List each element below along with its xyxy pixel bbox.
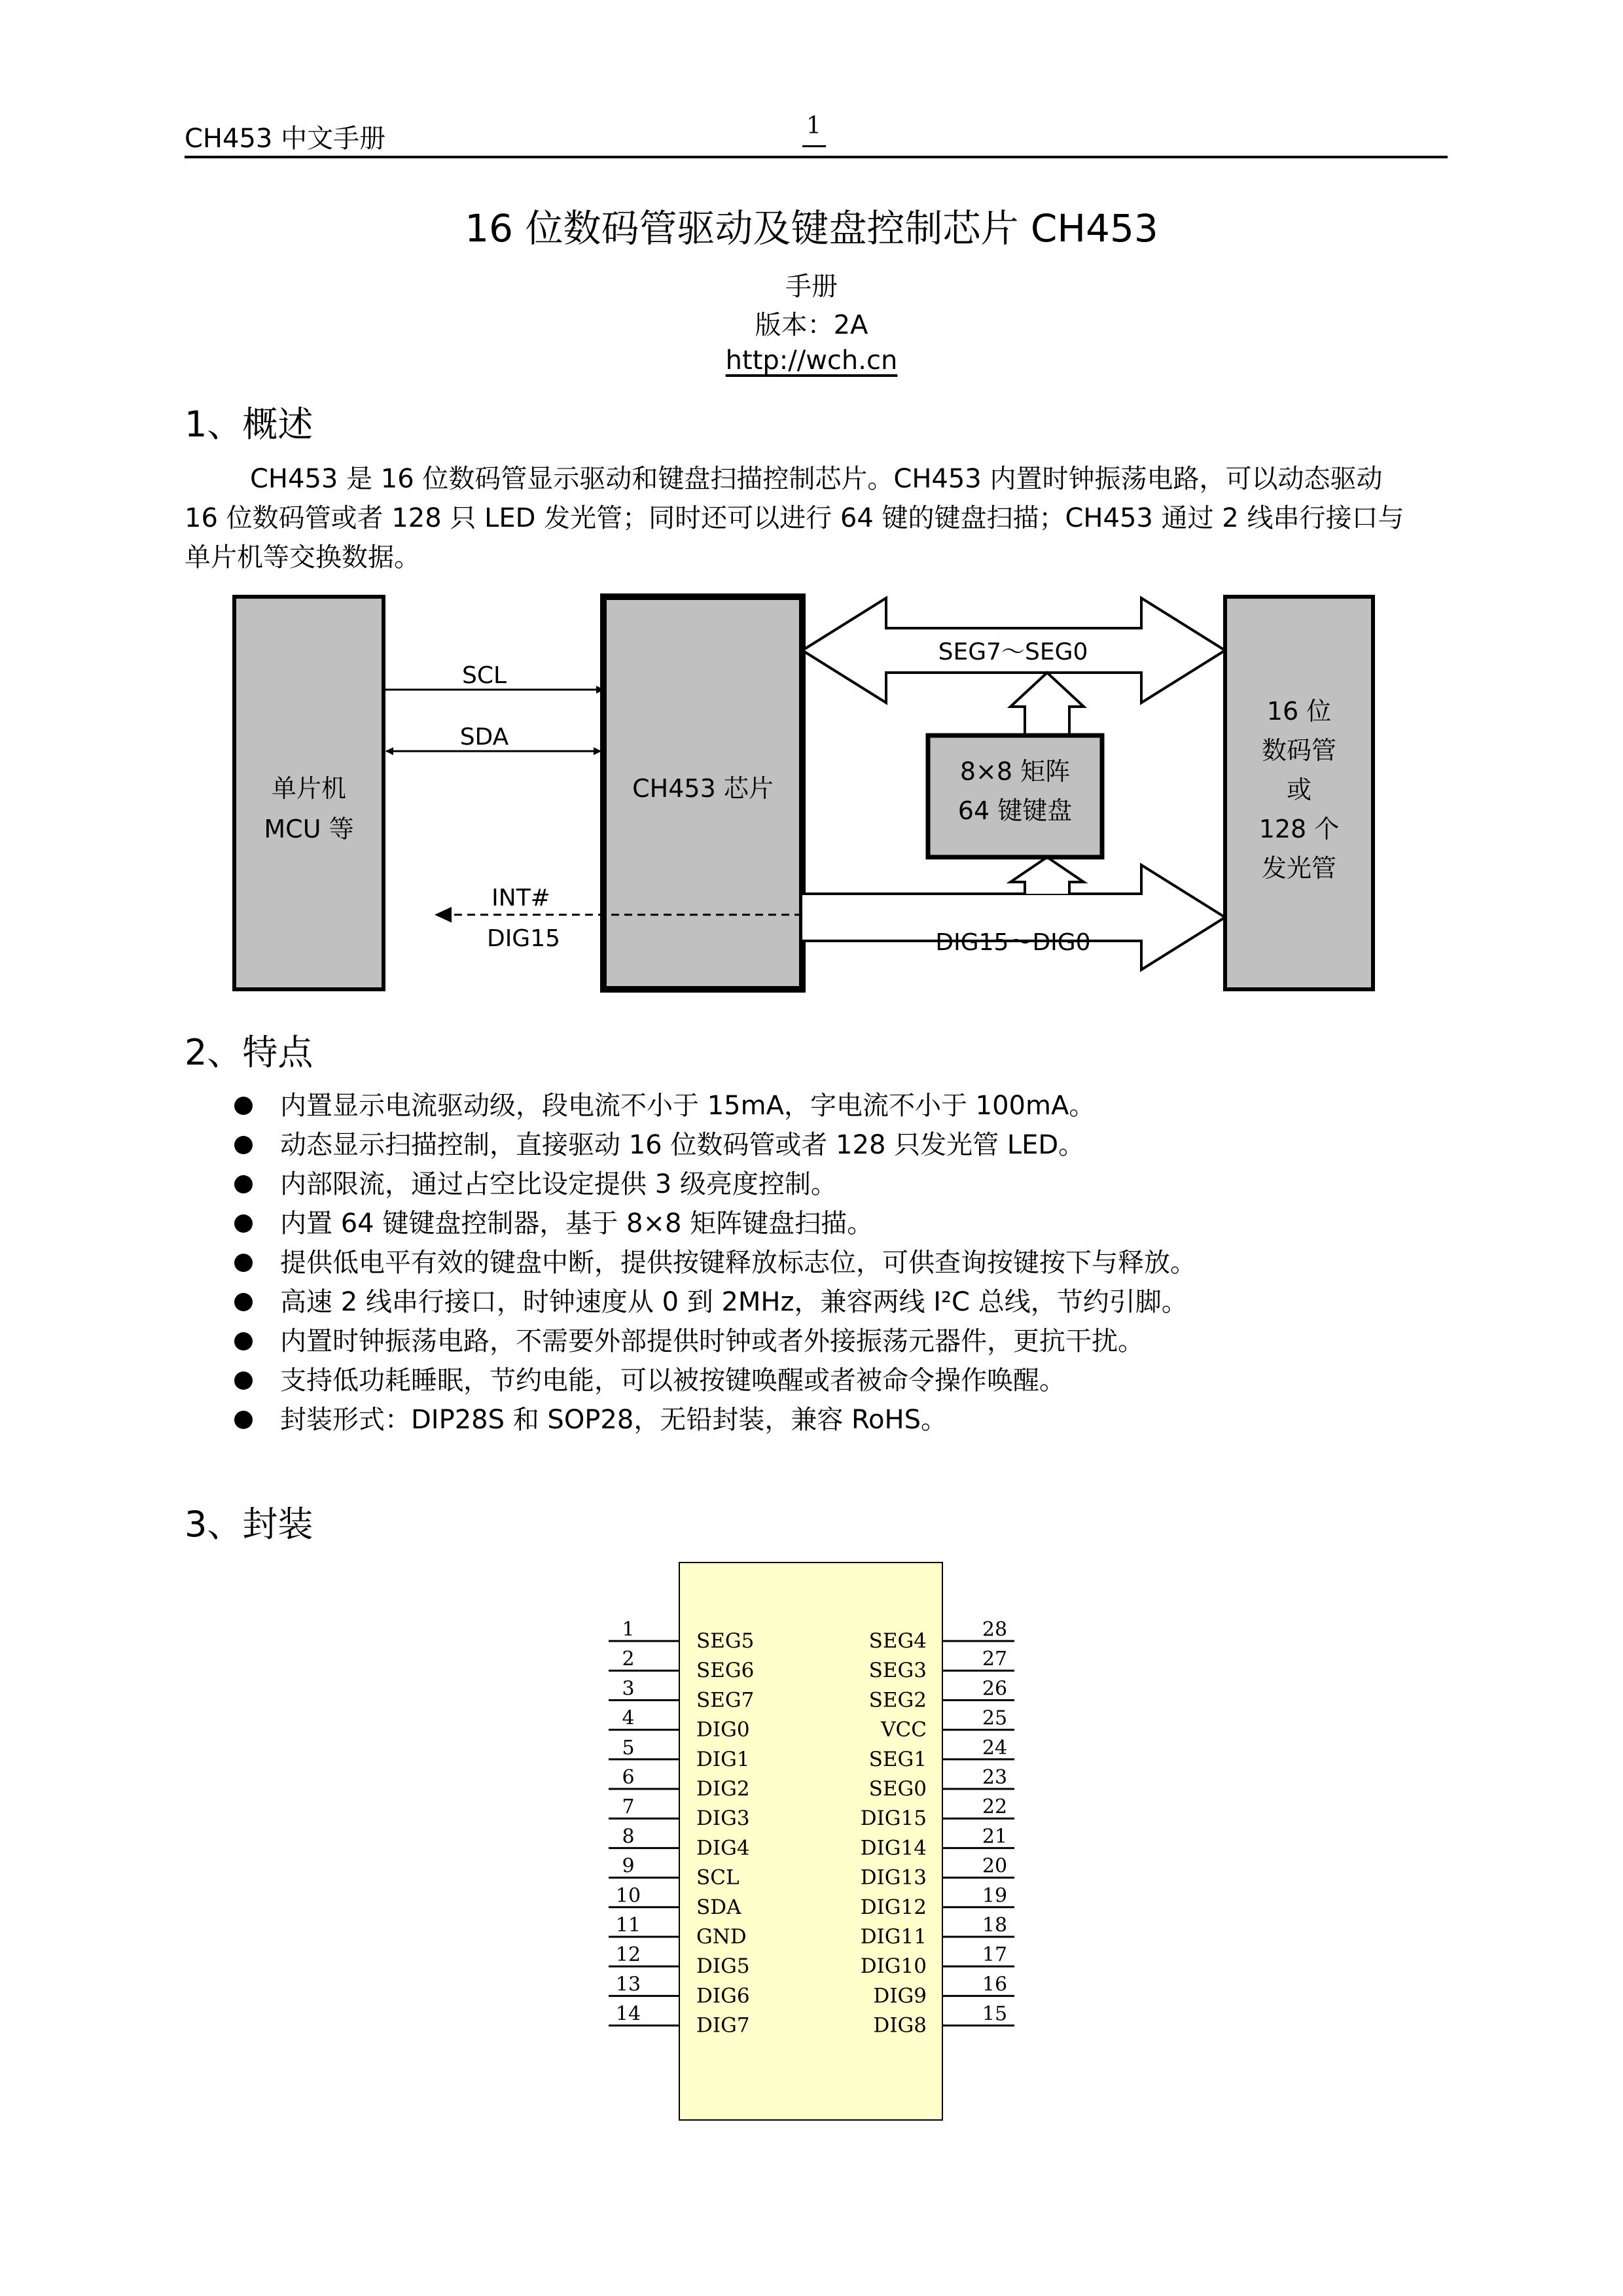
pin-name: DIG7 bbox=[696, 2013, 750, 2038]
features-list bbox=[234, 1086, 1445, 1439]
pin-number: 19 bbox=[982, 1884, 1008, 1907]
pin-number: 14 bbox=[615, 2002, 641, 2026]
bullet-icon bbox=[234, 1371, 253, 1390]
overview-line: 16 位数码管或者 128 只 LED 发光管；同时还可以进行 64 键的键盘扫描；CH453 通过 2 线串行接口与 bbox=[185, 503, 1404, 533]
pin-number: 6 bbox=[622, 1766, 635, 1789]
pin-number: 1 bbox=[622, 1618, 635, 1641]
document-subtitle: 手册 bbox=[785, 272, 838, 302]
bullet-icon bbox=[234, 1097, 253, 1115]
pin-name: GND bbox=[696, 1925, 747, 1949]
keypad-to-seg-arrow bbox=[1010, 673, 1084, 735]
document-url-link[interactable]: http://wch.cn bbox=[725, 345, 898, 376]
pin-number: 11 bbox=[615, 1914, 641, 1937]
pin-number: 27 bbox=[982, 1648, 1008, 1671]
pin-number: 23 bbox=[982, 1766, 1008, 1789]
pin-number: 9 bbox=[622, 1854, 635, 1878]
pin-name: SEG1 bbox=[868, 1747, 927, 1771]
package-pinout-diagram bbox=[589, 1557, 1034, 2146]
pin-name: SEG7 bbox=[696, 1688, 755, 1712]
block-diagram bbox=[0, 0, 1623, 1021]
keypad-label-2: 64 键键盘 bbox=[957, 796, 1073, 825]
pin-name: DIG15 bbox=[860, 1807, 927, 1831]
section-2-heading: 2、特点 bbox=[185, 1032, 313, 1073]
feature-item bbox=[234, 1322, 1445, 1361]
pin-number: 4 bbox=[622, 1706, 635, 1730]
pin-name: DIG5 bbox=[696, 1954, 750, 1979]
pin-name: DIG0 bbox=[696, 1718, 750, 1742]
pin-name: DIG6 bbox=[696, 1984, 750, 2008]
pin-name: DIG10 bbox=[860, 1954, 927, 1979]
feature-item bbox=[234, 1361, 1445, 1400]
feature-item bbox=[234, 1086, 1445, 1125]
pin-name: DIG9 bbox=[873, 1984, 927, 2008]
led-label-3: 或 bbox=[1286, 775, 1312, 804]
feature-text: 提供低电平有效的键盘中断，提供按键释放标志位，可供查询按键按下与释放。 bbox=[280, 1248, 1196, 1278]
header-doc-name: CH453 中文手册 bbox=[185, 124, 386, 154]
pin-name: SCL bbox=[696, 1865, 740, 1890]
chip-label: CH453 芯片 bbox=[632, 774, 774, 803]
scl-label: SCL bbox=[461, 662, 507, 689]
feature-text: 内置 64 键键盘控制器，基于 8×8 矩阵键盘扫描。 bbox=[280, 1209, 874, 1239]
feature-text: 内置显示电流驱动级，段电流不小于 15mA，字电流不小于 100mA。 bbox=[280, 1091, 1096, 1121]
pin-number: 22 bbox=[982, 1795, 1008, 1819]
pin-number: 13 bbox=[615, 1973, 641, 1996]
pin-name: VCC bbox=[881, 1718, 927, 1742]
bullet-icon bbox=[234, 1332, 253, 1351]
int-arrow-head bbox=[435, 907, 452, 923]
pin-name: DIG12 bbox=[860, 1895, 927, 1919]
section-3-heading: 3、封装 bbox=[185, 1504, 313, 1545]
feature-text: 支持低功耗睡眠，节约电能，可以被按键唤醒或者被命令操作唤醒。 bbox=[280, 1366, 1065, 1396]
feature-item bbox=[234, 1125, 1445, 1165]
pin-number: 2 bbox=[622, 1648, 635, 1671]
pin-number: 16 bbox=[982, 1973, 1008, 1996]
document-title: 16 位数码管驱动及键盘控制芯片 CH453 bbox=[465, 206, 1158, 251]
seg-bus-label: SEG7～SEG0 bbox=[938, 639, 1088, 665]
pin-number: 18 bbox=[982, 1914, 1008, 1937]
pin-name: SEG4 bbox=[868, 1629, 927, 1653]
overview-line-text: CH453 是 16 位数码管显示驱动和键盘扫描控制芯片。CH453 内置时钟振荡电路，可以动态驱动 bbox=[250, 464, 1383, 494]
bullet-icon bbox=[234, 1411, 253, 1429]
pin-name: SEG5 bbox=[696, 1629, 755, 1653]
pin-number: 12 bbox=[615, 1943, 641, 1967]
pin-name: DIG8 bbox=[873, 2013, 927, 2038]
feature-text: 高速 2 线串行接口，时钟速度从 0 到 2MHz，兼容两线 I²C 总线，节约引脚。 bbox=[280, 1287, 1188, 1317]
pin-number: 25 bbox=[982, 1706, 1008, 1730]
led-label-2: 数码管 bbox=[1261, 736, 1337, 765]
pin-name: DIG14 bbox=[860, 1836, 927, 1860]
bullet-icon bbox=[234, 1254, 253, 1272]
pin-number: 7 bbox=[622, 1795, 635, 1819]
overview-line: 单片机等交换数据。 bbox=[185, 542, 420, 573]
page-number: 1 bbox=[806, 113, 821, 139]
pin-number: 3 bbox=[622, 1677, 635, 1701]
pin-name: SEG3 bbox=[868, 1659, 927, 1683]
pin-number: 10 bbox=[615, 1884, 641, 1907]
pin-name: SEG6 bbox=[696, 1659, 755, 1683]
pin-name: DIG3 bbox=[696, 1807, 750, 1831]
pin-number: 17 bbox=[982, 1943, 1008, 1967]
led-label-5: 发光管 bbox=[1261, 854, 1337, 883]
pin-number: 5 bbox=[622, 1736, 635, 1759]
pin-name: SEG2 bbox=[868, 1688, 927, 1712]
led-label-1: 16 位 bbox=[1266, 697, 1332, 726]
pin-number: 24 bbox=[982, 1736, 1008, 1759]
pin-number: 26 bbox=[982, 1677, 1008, 1701]
bullet-icon bbox=[234, 1175, 253, 1193]
bullet-icon bbox=[234, 1136, 253, 1154]
mcu-label-2: MCU 等 bbox=[264, 815, 354, 843]
mcu-label-1: 单片机 bbox=[271, 774, 347, 803]
feature-text: 动态显示扫描控制，直接驱动 16 位数码管或者 128 只发光管 LED。 bbox=[280, 1130, 1085, 1160]
document-version: 版本：2A bbox=[755, 310, 868, 340]
pin-number: 15 bbox=[982, 2002, 1008, 2026]
feature-text: 内部限流，通过占空比设定提供 3 级亮度控制。 bbox=[280, 1169, 837, 1199]
pin-number: 8 bbox=[622, 1825, 635, 1848]
feature-text: 内置时钟振荡电路，不需要外部提供时钟或者外接振荡元器件，更抗干扰。 bbox=[280, 1326, 1144, 1356]
pin-number: 21 bbox=[982, 1825, 1008, 1848]
keypad-label-1: 8×8 矩阵 bbox=[959, 757, 1071, 786]
dig-to-keypad-arrow bbox=[1010, 857, 1084, 894]
pin-name: DIG4 bbox=[696, 1836, 750, 1860]
feature-item bbox=[234, 1243, 1445, 1282]
pin-number: 20 bbox=[982, 1854, 1008, 1878]
pin-name: SEG0 bbox=[868, 1777, 927, 1801]
dig15-label: DIG15 bbox=[486, 925, 561, 952]
bullet-icon bbox=[234, 1214, 253, 1233]
feature-item bbox=[234, 1282, 1445, 1322]
led-label-4: 128 个 bbox=[1258, 815, 1340, 843]
section-1-heading: 1、概述 bbox=[185, 404, 313, 445]
feature-item bbox=[234, 1400, 1445, 1439]
pin-name: DIG1 bbox=[696, 1747, 750, 1771]
pin-name: DIG13 bbox=[860, 1865, 927, 1890]
pin-name: DIG11 bbox=[860, 1925, 927, 1949]
feature-item bbox=[234, 1204, 1445, 1243]
pin-name: DIG2 bbox=[696, 1777, 750, 1801]
pin-number: 28 bbox=[982, 1618, 1008, 1641]
dig-bus-label: DIG15～DIG0 bbox=[935, 929, 1091, 956]
sda-label: SDA bbox=[459, 724, 509, 751]
pin-name: SDA bbox=[696, 1895, 741, 1919]
bullet-icon bbox=[234, 1293, 253, 1311]
int-label: INT# bbox=[491, 885, 550, 911]
feature-item bbox=[234, 1165, 1445, 1204]
feature-text: 封装形式：DIP28S 和 SOP28，无铅封装，兼容 RoHS。 bbox=[280, 1405, 947, 1435]
